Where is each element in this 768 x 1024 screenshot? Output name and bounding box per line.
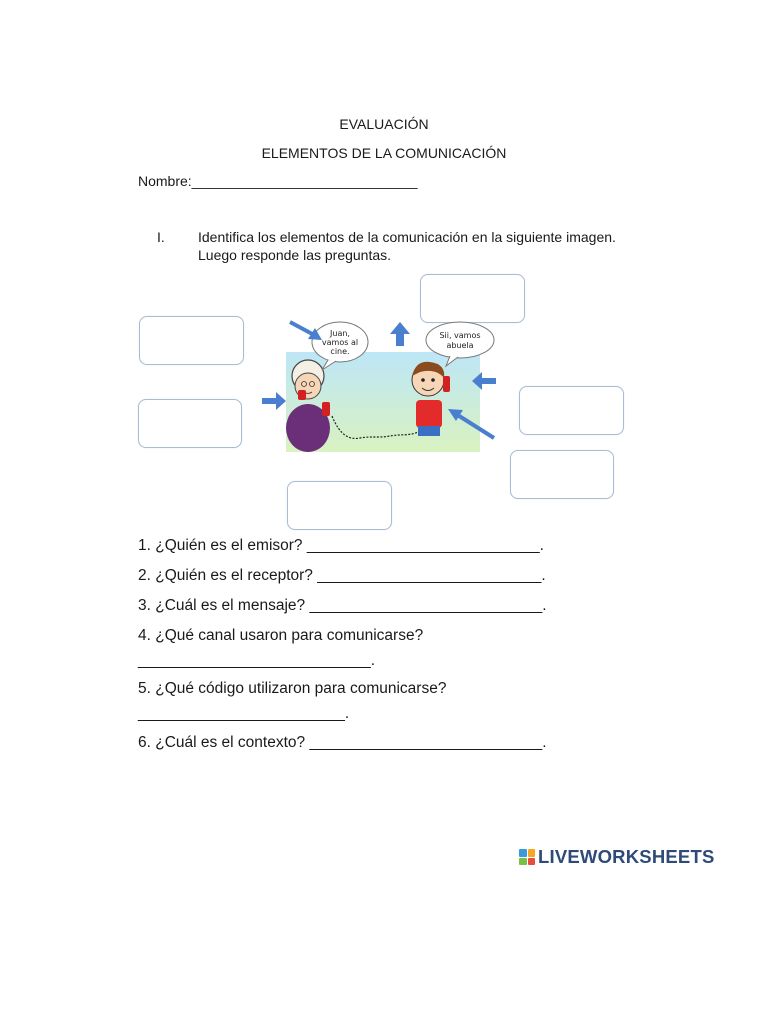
worksheet-subtitle: ELEMENTOS DE LA COMUNICACIÓN bbox=[261, 145, 507, 161]
answer-box-contexto[interactable] bbox=[287, 481, 392, 530]
question-1: 1. ¿Quién es el emisor? ___________________________. bbox=[138, 537, 544, 554]
speech-bubble-boy bbox=[426, 322, 494, 358]
arrow-up-to-message bbox=[396, 334, 404, 346]
answer-box-emisor[interactable] bbox=[139, 316, 244, 365]
question-5: 5. ¿Qué código utilizaron para comunicarse? bbox=[138, 680, 447, 697]
answer-box-receptor[interactable] bbox=[519, 386, 624, 435]
communication-illustration bbox=[260, 310, 520, 470]
answer-box-canal[interactable] bbox=[138, 399, 242, 448]
question-6: 6. ¿Cuál es el contexto? ___________________________. bbox=[138, 734, 547, 751]
question-2: 2. ¿Quién es el receptor? __________________________. bbox=[138, 567, 546, 584]
bubble-boy-line-1: Sii, vamos bbox=[439, 331, 481, 340]
instruction-line-1: Identifica los elementos de la comunicación en la siguiente imagen. bbox=[198, 229, 616, 245]
bubble-grandma-line-3: cine. bbox=[330, 347, 350, 356]
question-5-answer-line[interactable]: ________________________. bbox=[138, 705, 350, 722]
logo-grid-icon bbox=[519, 849, 535, 865]
question-4: 4. ¿Qué canal usaron para comunicarse? bbox=[138, 627, 424, 644]
answer-box-codigo[interactable] bbox=[510, 450, 614, 499]
worksheet-title: EVALUACIÓN bbox=[339, 116, 429, 132]
logo-text: LIVEWORKSHEETS bbox=[538, 846, 715, 867]
arrow-to-boy bbox=[482, 378, 496, 384]
bubble-boy-line-2: abuela bbox=[446, 341, 474, 350]
name-field-label: Nombre:_____________________________ bbox=[138, 173, 418, 189]
bubble-grandma-line-2: vamos al bbox=[321, 338, 359, 347]
question-3: 3. ¿Cuál es el mensaje? ___________________________. bbox=[138, 597, 547, 614]
arrow-to-channel bbox=[262, 398, 276, 404]
question-4-answer-line[interactable]: ___________________________. bbox=[138, 652, 376, 669]
liveworksheets-logo bbox=[519, 846, 715, 868]
instruction-line-2: Luego responde las preguntas. bbox=[198, 247, 392, 263]
bubble-grandma-line-1: Juan, bbox=[330, 329, 350, 338]
instruction-number: I. bbox=[157, 229, 165, 245]
